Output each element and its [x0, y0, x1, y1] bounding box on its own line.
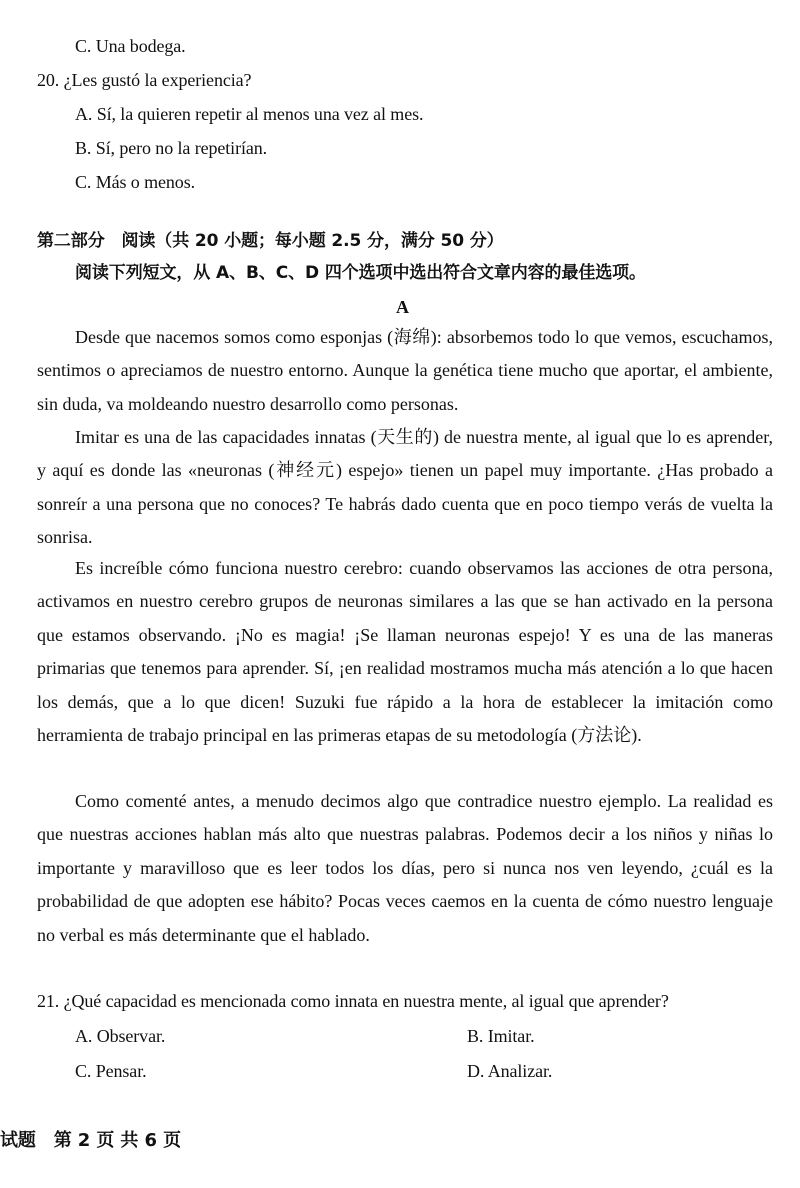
page-footer: 试题 第 2 页 共 6 页 [0, 1130, 181, 1151]
q21-option-d: D. Analizar. [467, 1061, 553, 1081]
q20-question: 20. ¿Les gustó la experiencia? [37, 70, 252, 90]
q21-option-b: B. Imitar. [467, 1026, 535, 1046]
q21-option-c: C. Pensar. [75, 1061, 147, 1081]
q20-option-c: C. Más o menos. [75, 172, 196, 192]
q21-question: 21. ¿Qué capacidad es mencionada como innata en nuestra mente, al igual que aprender? [37, 991, 669, 1011]
q19-option-c: C. Una bodega. [75, 36, 186, 56]
passage-paragraph-1: Desde que nacemos somos como esponjas (海绵): absorbemos todo lo que vemos, escuchamos, sentimos o apreciamos de nuestro entorno. Aunque la genética tiene mucho que aportar, el ambiente, sin duda, va moldeando nuestro desarrollo como personas. [37, 327, 773, 414]
q20-option-b: B. Sí, pero no la repetirían. [75, 138, 268, 158]
passage-paragraph-3: Es increíble cómo funciona nuestro cerebro: cuando observamos las acciones de otra persona, activamos en nuestro cerebro grupos de neuronas similares a las que se han activado en la persona que estamos observando. ¡No es magia! ¡Se llaman neuronas espejo! Y es una de las maneras primarias que tenemos para aprender. Sí, ¡en realidad mostramos mucha más atención a lo que hacen los demás, que a lo que dicen! Suzuki fue rápido a la hora de establecer la imitación como herramienta de trabajo principal en las primeras etapas de su metodología (方法论). [37, 558, 773, 746]
q21-option-a: A. Observar. [75, 1026, 166, 1046]
passage-paragraph-4: Como comenté antes, a menudo decimos algo que contradice nuestro ejemplo. La realidad es que nuestras acciones hablan más alto que nuestras palabras. Podemos decir a los niños y niñas lo importante y maravilloso que es leer todos los días, pero si nunca nos ven leyendo, ¿cuál es la probabilidad de que adopten ese hábito? Pocas veces caemos en la cuenta de cómo nuestro lenguaje no verbal es más determinante que el hablado. [37, 791, 773, 945]
q20-option-a: A. Sí, la quieren repetir al menos una vez al mes. [75, 104, 424, 124]
part2-title: 第二部分 阅读（共 20 小题；每小题 2.5 分，满分 50 分） [37, 231, 504, 251]
passage-paragraph-2: Imitar es una de las capacidades innatas (天生的) de nuestra mente, al igual que lo es aprender, y aquí es donde las «neuronas (神经元) espejo» tienen un papel muy importante. ¿Has probado a sonreír a una persona que no conoces? Te habrás dado cuenta que en poco tiempo verás de vuelta la sonrisa. [37, 427, 773, 548]
passage-label: A [396, 297, 409, 317]
part2-instruction: 阅读下列短文，从 A、B、C、D 四个选项中选出符合文章内容的最佳选项。 [75, 263, 646, 283]
